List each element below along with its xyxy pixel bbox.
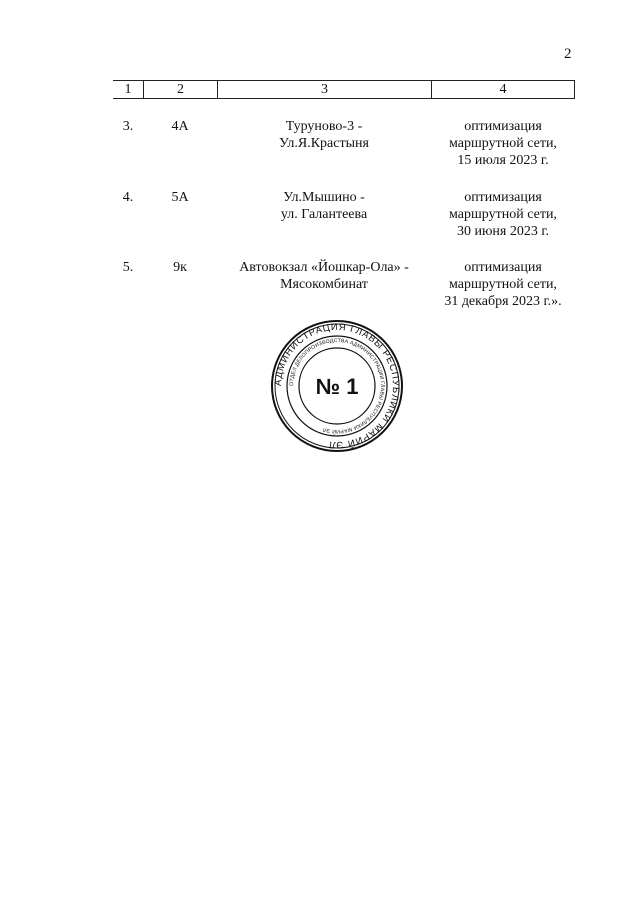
table-header-row <box>113 80 575 99</box>
reason-line: 31 декабря 2023 г.». <box>444 294 562 309</box>
seal-inner-textpath: ОТДЕЛ ДЕЛОПРОИЗВОДСТВА АДМИНИСТРАЦИИ ГЛАВЫ РЕСПУБЛИКИ МАРИЙ ЭЛ <box>288 337 386 435</box>
official-seal <box>270 319 404 453</box>
page-number: 2 <box>564 46 572 62</box>
header-cell-1: 1 <box>124 82 132 97</box>
route-path-line: Туруново-3 - <box>285 119 363 134</box>
reason-line: маршрутной сети, <box>449 207 557 222</box>
route-path <box>217 189 431 240</box>
change-reason <box>431 259 575 310</box>
route-path-line: Ул.Я.Крастыня <box>279 136 369 151</box>
route-number: 9к <box>173 260 187 275</box>
reason-line: 15 июля 2023 г. <box>457 153 549 168</box>
seal-graphic <box>270 319 404 453</box>
reason-line: 30 июня 2023 г. <box>456 224 550 239</box>
route-path <box>217 118 431 169</box>
route-number: 4А <box>171 119 189 134</box>
seal-outer-textpath: АДМИНИСТРАЦИЯ ГЛАВЫ РЕСПУБЛИКИ МАРИЙ ЭЛ <box>272 321 402 451</box>
header-cell-4: 4 <box>431 81 575 98</box>
reason-line: маршрутной сети, <box>449 277 557 292</box>
table-row <box>113 189 575 240</box>
seal-number: № 1 <box>315 374 359 399</box>
table-row <box>113 259 575 310</box>
route-path-line: ул. Галантеева <box>280 207 368 222</box>
reason-line: оптимизация <box>464 260 542 275</box>
header-cell-3: 3 <box>217 81 431 98</box>
reason-line: оптимизация <box>464 119 542 134</box>
row-number: 4. <box>122 190 134 205</box>
reason-line: маршрутной сети, <box>449 136 557 151</box>
change-reason <box>431 189 575 240</box>
table-row <box>113 118 575 169</box>
reason-line: оптимизация <box>464 190 542 205</box>
route-path <box>217 259 431 310</box>
row-number: 3. <box>122 119 134 134</box>
row-number: 5. <box>122 260 134 275</box>
header-cell-2: 2 <box>143 81 217 98</box>
route-number: 5А <box>171 190 189 205</box>
route-path-line: Мясокомбинат <box>280 277 368 292</box>
change-reason <box>431 118 575 169</box>
route-path-line: Ул.Мышино - <box>283 190 365 205</box>
route-path-line: Автовокзал «Йошкар-Ола» - <box>239 260 409 275</box>
